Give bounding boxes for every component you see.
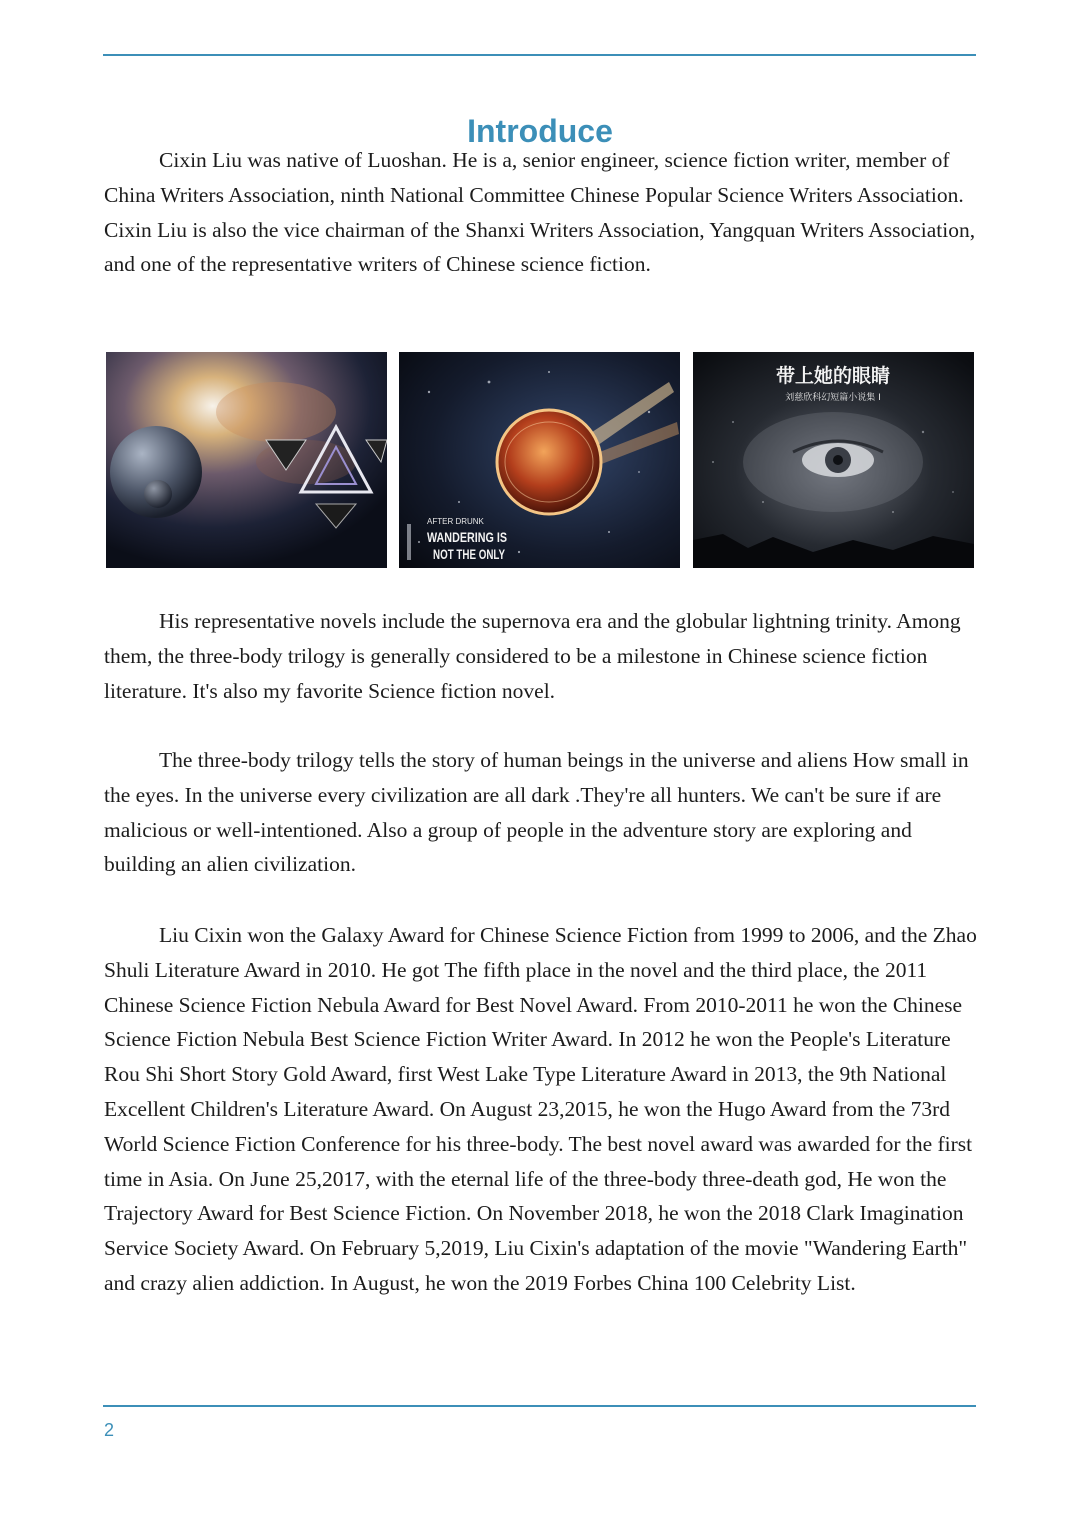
wandering-earth-poster-image [399,352,680,568]
poster-title-line1: WANDERING IS [427,529,507,545]
poster-title-line2: NOT THE ONLY [433,546,506,562]
cover-title-text: 带上她的眼睛 [775,365,891,387]
take-her-eyes-cover-image [693,352,974,568]
poster-tag-text: AFTER DRUNK [427,517,484,526]
page-title: Introduce [467,113,613,150]
novels-paragraph: His representative novels include the supernova era and the globular lightning trinity. Among them, the three-body trilogy is generally considered to be a milestone in Chinese science fiction literature. It's also my favorite Science fiction novel. [104,609,961,703]
header-rule [103,54,976,56]
intro-paragraph: Cixin Liu was native of Luoshan. He is a, senior engineer, science fiction writer, member of China Writers Association, ninth National Committee Chinese Popular Science Writers Association. Cixin Liu is also the vice chairman of the Shanxi Writers Association, Yangquan Writers Association, and one of the representative writers of Chinese science fiction. [104,148,976,277]
image-gallery [106,352,976,568]
cover-subtitle-text: 刘慈欣科幻短篇小说集 I [785,393,881,403]
awards-paragraph: Liu Cixin won the Galaxy Award for Chinese Science Fiction from 1999 to 2006, and the Zhao Shuli Literature Award in 2010. He got The fifth place in the novel and the third place, the 2011 Chinese Science Fiction Nebula Award for Best Novel Award. From 2010-2011 he won the Chinese Science Fiction Nebula Best Science Fiction Writer Award. In 2012 he won the People's Literature Rou Shi Short Story Gold Award, first West Lake Type Literature Award in 2013, the 9th National Excellent Children's Literature Award. On August 23,2015, he won the Hugo Award from the 73rd World Science Fiction Conference for his three-body. The best novel award was awarded for the first time in Asia. On June 25,2017, with the eternal life of the three-body three-death god, He won the Trajectory Award for Best Science Fiction. On November 2018, he won the 2018 Clark Imagination Service Society Award. On February 5,2019, Liu Cixin's adaptation of the movie "Wandering Earth" and crazy alien addiction. In August, he won the 2019 Forbes China 100 Celebrity List. [104,923,977,1295]
page-number: 2 [104,1420,115,1440]
trilogy-paragraph: The three-body trilogy tells the story of human beings in the universe and aliens How small in the eyes. In the universe every civilization are all dark .They're all hunters. We can't be sure if are malicious or well-intentioned. Also a group of people in the adventure story are exploring and building an alien civilization. [104,748,969,877]
three-body-cover-image [106,352,387,568]
footer-rule [103,1405,976,1407]
